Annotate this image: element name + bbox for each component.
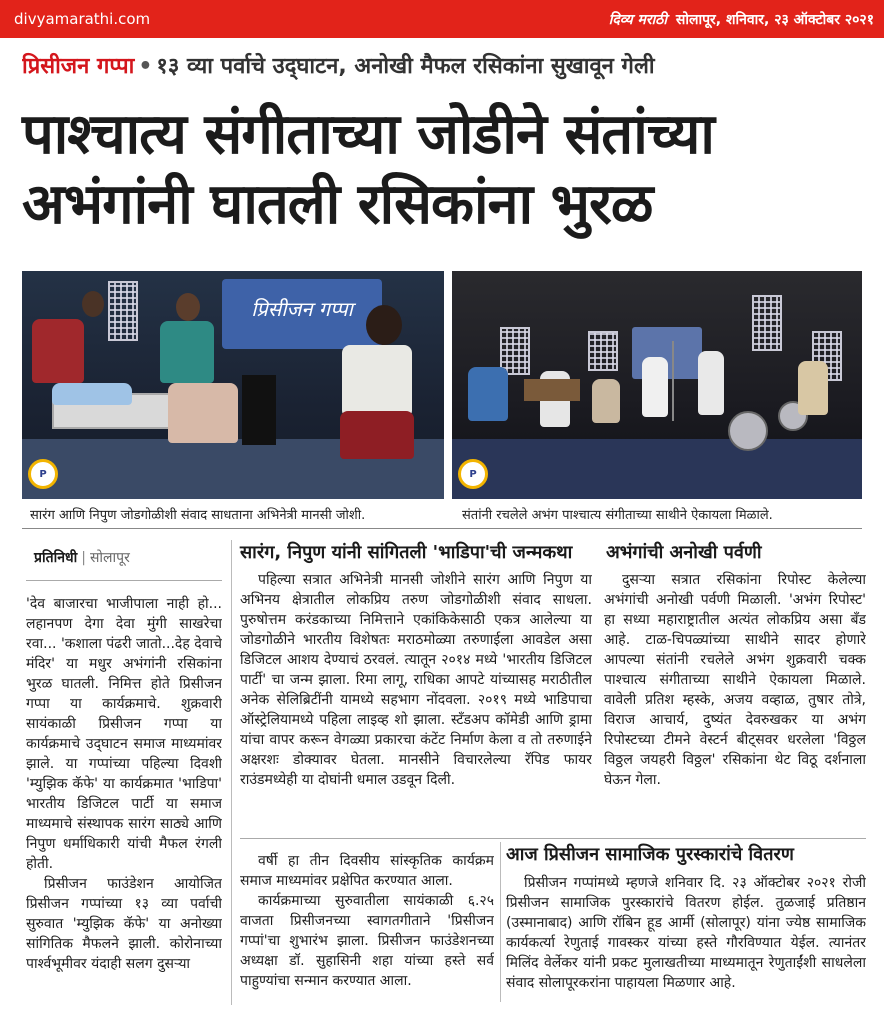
subhead-parvani: अभंगांची अनोखी पर्वणी bbox=[606, 542, 762, 563]
person-1-head bbox=[82, 291, 104, 317]
stage-floor bbox=[452, 439, 862, 499]
person-3-saree bbox=[340, 411, 414, 459]
paragraph: वर्षी हा तीन दिवसीय सांस्कृतिक कार्यक्रम समाज माध्यमांवर प्रक्षेपित करण्यात आला. bbox=[240, 853, 494, 889]
drum bbox=[728, 411, 768, 451]
person-2 bbox=[160, 321, 214, 383]
musician-4 bbox=[642, 357, 668, 417]
paragraph: पहिल्या सत्रात अभिनेत्री मानसी जोशीने सारंग आणि निपुण या अभिनय क्षेत्रातील लोकप्रिय तरुण जोडगोळीशी संवाद साधला. पुरुषोत्तम करंडकाच्या निमित्ताने एकांकिकेसाठी एकत्र आलेल्या या जोडगोळीने भारतीय विशेषतः मराठमोळ्या तरुणाईला आवडेल असा डिजिटल आशय देण्याचं ठरवलं. त्यातून २०१४ मध्ये 'भारतीय डिजिटल पार्टी' चा जन्म झाला. रिमा लागू, राधिका आपटे यांच्यासह मराठीतील अनेक सेलिब्रिटींनी यामध्ये सहभाग नोंदवला. २०१९ मध्ये भाडिपाचा ऑस्ट्रेलियामध्ये पहिला लाइव्ह शो झाला. स्टँडअप कॉमेडी आणि ड्रामा यांचा वापर करून वेगळ्या प्रकारचा कंटेंट निर्माण केला व तो तरुणाईने अक्षरशः डोक्यावर घेतला. मानसीने विचारलेल्या रॅपिड फायर राउंडमध्येही या दोघांनी धमाल उडवून दिली. bbox=[240, 572, 592, 788]
mic-stand bbox=[672, 341, 674, 421]
kicker-text: १३ व्या पर्वाचे उद्‌घाटन, अनोखी मैफल रसिकांना सुखावून गेली bbox=[156, 54, 655, 79]
person-3-head bbox=[366, 305, 402, 345]
divider bbox=[240, 838, 866, 839]
stage-screen: प्रिसीजन गप्पा bbox=[222, 279, 382, 349]
byline-city: सोलापूर bbox=[89, 550, 130, 566]
subhead-bhadipa: सारंग, निपुण यांनी सांगितली 'भाडिपा'ची जन्मकथा bbox=[240, 542, 573, 563]
article-column-3 bbox=[604, 570, 866, 828]
byline-separator: | bbox=[81, 550, 86, 566]
article-awards bbox=[506, 873, 866, 999]
stage-lattice bbox=[588, 331, 618, 371]
paragraph: प्रिसीजन गप्पांमध्ये म्हणजे शनिवार दि. २३ ऑक्टोबर २०२१ रोजी प्रिसीजन सामाजिक पुरस्कारांचे वितरण होईल. तुळजाई प्रतिष्ठान (उस्मानाबाद) आणि रॉबिन हूड आर्मी (सोलापूर) यांना ज्येष्ठ सामाजिक कार्यकर्त्या रेणुताई गावस्कर यांच्या हस्ते गौरविण्यात येईल. त्यानंतर मिलिंद वेर्लेकर यांनी प्रकट मुलाखतीच्या माध्यमातून रेणुताईंशी साधलेला संवाद सोलापूरकरांना पाहायला मिळणार आहे. bbox=[506, 875, 866, 991]
headline-line-1: पाश्चात्य संगीताच्या जोडीने संतांच्या bbox=[22, 102, 714, 167]
article-column-2b bbox=[240, 851, 494, 1001]
stage-lattice bbox=[108, 281, 138, 341]
harmonium bbox=[524, 379, 580, 401]
kicker-section: प्रिसीजन गप्पा bbox=[22, 54, 135, 79]
kicker-bullet: • bbox=[138, 54, 153, 79]
chair bbox=[242, 375, 276, 445]
kicker bbox=[22, 50, 872, 80]
article-column-2 bbox=[240, 570, 592, 828]
caption-left: सारंग आणि निपुण जोडगोळीशी संवाद साधताना अभिनेत्री मानसी जोशी. bbox=[30, 508, 366, 523]
musician-3 bbox=[592, 379, 620, 423]
paper-logo: दिव्य मराठी bbox=[608, 11, 668, 28]
person-2-legs bbox=[168, 383, 238, 443]
article-column-1 bbox=[26, 594, 222, 1004]
caption-right: संतांनी रचलेले अभंग पाश्चात्य संगीताच्या साथीने ऐकायला मिळाले. bbox=[462, 508, 773, 523]
paragraph: प्रिसीजन फाउंडेशन आयोजित प्रिसीजन गप्पांच्या १३ व्या पर्वाची सुरुवात 'म्युझिक कॅफे' या अनोख्या सांगितिक मैफलने झाली. कोरोनाच्या पार्श्वभूमीवर यंदाही सलग दुसऱ्या bbox=[26, 876, 222, 972]
paragraph: कार्यक्रमाच्या सुरुवातीला सायंकाळी ६.२५ वाजता प्रिसीजनच्या स्वागतगीताने 'प्रिसीजन गप्पां'चा शुभारंभ झाला. प्रिसीजन फाउंडेशनच्या अध्यक्षा डॉ. सुहासिनी शहा यांच्या हस्ते सर्व पाहुण्यांचा सन्मान करण्यात आला. bbox=[240, 893, 494, 989]
photo-interview bbox=[22, 271, 444, 499]
site-url[interactable]: divyamarathi.com bbox=[14, 10, 151, 28]
divider bbox=[26, 580, 222, 581]
channel-logo-icon: P bbox=[458, 459, 488, 489]
musician-6 bbox=[798, 361, 828, 415]
stage-lattice bbox=[752, 295, 782, 351]
person-1 bbox=[32, 319, 84, 383]
dateline bbox=[609, 10, 874, 29]
dateline-text: सोलापूर, शनिवार, २३ ऑक्टोबर २०२१ bbox=[675, 11, 874, 28]
headline bbox=[22, 100, 872, 240]
photo-band bbox=[452, 271, 862, 499]
paragraph: दुसऱ्या सत्रात रसिकांना रिपोस्ट केलेल्या अभंगांची अनोखी पर्वणी मिळाली. 'अभंग रिपोस्ट' हा सध्या महाराष्ट्रातील अत्यंत लोकप्रिय असा बँड आहे. टाळ-चिपळ्यांच्या साथीने सादर होणारे आपल्या संतांनी रचलेले अभंग शुक्रवारी चक्क पाश्चात्य संगीताच्या साथीने ऐकायला मिळाले. वावेली प्रतिश म्हस्के, अजय वव्हाळ, तुषार तोत्रे, विराज आचार्य, दुष्यंत देवरुखकर या अभंग रिपोस्टच्या टीमने वेस्टर्न बीट्सवर धरलेला 'विठ्ठल विठ्ठल जयहरी विठ्ठल' रसिकांना थेट विठू दर्शनाला घेऊन गेला. bbox=[604, 572, 866, 788]
column-divider bbox=[500, 842, 501, 1002]
person-3 bbox=[342, 345, 412, 415]
subhead-awards: आज प्रिसीजन सामाजिक पुरस्कारांचे वितरण bbox=[506, 844, 794, 865]
musician-1 bbox=[468, 367, 508, 421]
channel-logo-icon: P bbox=[28, 459, 58, 489]
headline-line-2: अभंगांनी घातली रसिकांना भुरळ bbox=[22, 172, 653, 237]
column-divider bbox=[231, 540, 232, 1005]
top-bar bbox=[0, 0, 884, 38]
person-1-legs bbox=[52, 383, 132, 405]
musician-5 bbox=[698, 351, 724, 415]
person-2-head bbox=[176, 293, 200, 321]
divider bbox=[22, 528, 862, 529]
byline bbox=[34, 548, 130, 567]
paragraph: 'देव बाजारचा भाजीपाला नाही हो... लहानपण देगा देवा मुंगी साखरेचा रवा... 'कशाला पंढरी जातो...देह देवाचे मंदिर' या मधुर अभंगांनी रसिकांना भुरळ घातली. निमित्त होते प्रिसीजन गप्पा या कार्यक्रमाचे. शुक्रवारी सायंकाळी प्रिसीजन गप्पा या कार्यक्रमाचे उद्‌घाटन समाज माध्यमांवर झाले. या गप्पांच्या पहिल्या दिवशी 'म्युझिक कॅफे' या कार्यक्रमात 'भाडिपा' भारतीय डिजिटल पार्टी या समाज माध्यमाचे संस्थापक सारंग साठ्ये आणि निपुण धर्माधिकारी यांची मैफल रंगली होती. bbox=[26, 596, 222, 872]
byline-name: प्रतिनिधी bbox=[34, 550, 78, 566]
